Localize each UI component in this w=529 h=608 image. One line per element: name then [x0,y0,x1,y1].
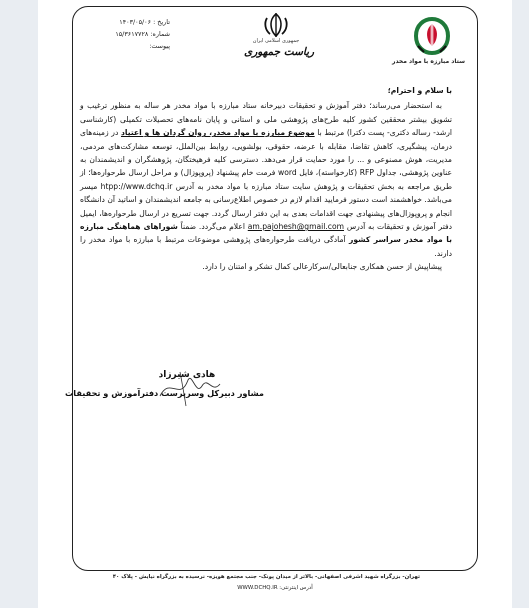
date-label: تاریخ : [153,18,170,26]
site-link[interactable]: htpp://www.dchq.ir [100,181,173,191]
text-segment: اعلام می‌گردد. ضمناً [180,222,245,232]
footer-site-link[interactable]: WWW.DCHQ.IR [237,585,278,591]
text-segment: به استحضار می‌رساند؛ دفتر آموزش و تحقیقات دبیرخانه ستاد مبارزه با مواد مخدر هر ساله به منظور ترغیب و تشویق بیشتر محققین کشور کلیه طرح‌های پژوهشی ملی و استانی و پایان نامه‌های تحصیلات تکمیلی (کارشناسی ارشد- رساله دکتری- پست دکترا) مرتبط با [80,101,452,138]
rfp-term: RFP [359,168,374,178]
text-segment: فرمت خام پیشنهاد (پروپوزال) و مراحل ارسال طرحواره‌ها؛ از طریق مراجعه به بخش تحقیقات و پژوهش سایت ستاد مبارزه با مواد مخدر به آدرس [80,168,453,191]
word-term: word [277,168,297,178]
number-row [80,28,170,40]
footer-site-label: آدرس اینترنتی: [279,585,313,591]
attachment-row [80,40,170,52]
paragraph-thanks: پیشاپیش از حسن همکاری جنابعالی/سرکارعالی کمال تشکر و امتنان را دارد. [202,262,442,272]
text-segment: در زمینه‌های درمان، پیشگیری، کاهش تقاضا، مقابله با عرضه، حقوقی، بولشویی، روابط بین‌الملل، توسعه مشارکت‌های مردمی، مدیریت، هوش مصنوعی و ... را مورد حمایت قرار می‌دهد. دسترسی کلیه فرهیختگان، پژوهشگران و اندیشمندان به عناوین پژوهشی، جداول [80,128,452,178]
councils-highlight: شوراهای هماهنگی مبارزه با مواد مخدر سراسر کشور [80,222,452,245]
date-value: ۱۴۰۳/۰۵/۰۶ [119,18,152,26]
footer-address: تهران- بزرگراه شهید اشرفی اصفهانی- بالاتر از میدان پونک- جنب مجتمع هویزه- نرسیده به بزرگراه نیایش - پلاک ۴۰ [112,574,420,580]
text-segment: (کارخواسته)، فایل [299,168,358,178]
presidency-title: ریاست جمهوری [244,46,315,58]
paragraph-main [80,99,452,260]
text-segment: میسر می‌باشد. خواهشمند است دستور فرمایید اقدام لازم در خصوص اطلاع‌رسانی به جامعه اندیشمندان و اساتید آن دانشگاه انجام و پروپوزال‌های پیشنهادی جهت اقدامات بعدی به این دفتر ارسال گردد. جهت تسریع در ارسال طرحواره‌ها، ایمیل دفتر آموزش و تحقیقات به آدرس [80,181,453,232]
signer-title: مشاور دبیرکل وسرپرست دفترآموزش و تحقیقات [65,388,264,398]
topic-highlight: موضوع مبارزه با مواد مخدر، روان گردان ها و اعتیاد [120,128,315,138]
footer-website [130,585,420,591]
number-value: ۱۵/۳۶۱۷۷۲۸ [115,30,149,38]
number-label: شماره: [150,30,170,38]
email-link[interactable]: am.pajohesh@gmail.com [247,222,345,232]
signer-name: هادی شیرزاد [158,370,216,380]
text-segment: آمادگی دریافت طرحواره‌های پژوهشی موضوعات مرتبط با مبارزه با مواد مخدر را دارند. [80,235,452,258]
letter-body [80,84,452,274]
greeting: با سلام و احترام؛ [387,86,452,95]
attachment-label: پیوست: [149,42,170,50]
date-row [80,16,170,28]
anti-narcotics-logo-icon [410,16,454,56]
letter-meta [80,16,170,52]
anti-narcotics-caption: ستاد مبارزه با مواد مخدر [392,58,465,65]
country-name: جمهوری اسلامی ایران [252,38,300,44]
